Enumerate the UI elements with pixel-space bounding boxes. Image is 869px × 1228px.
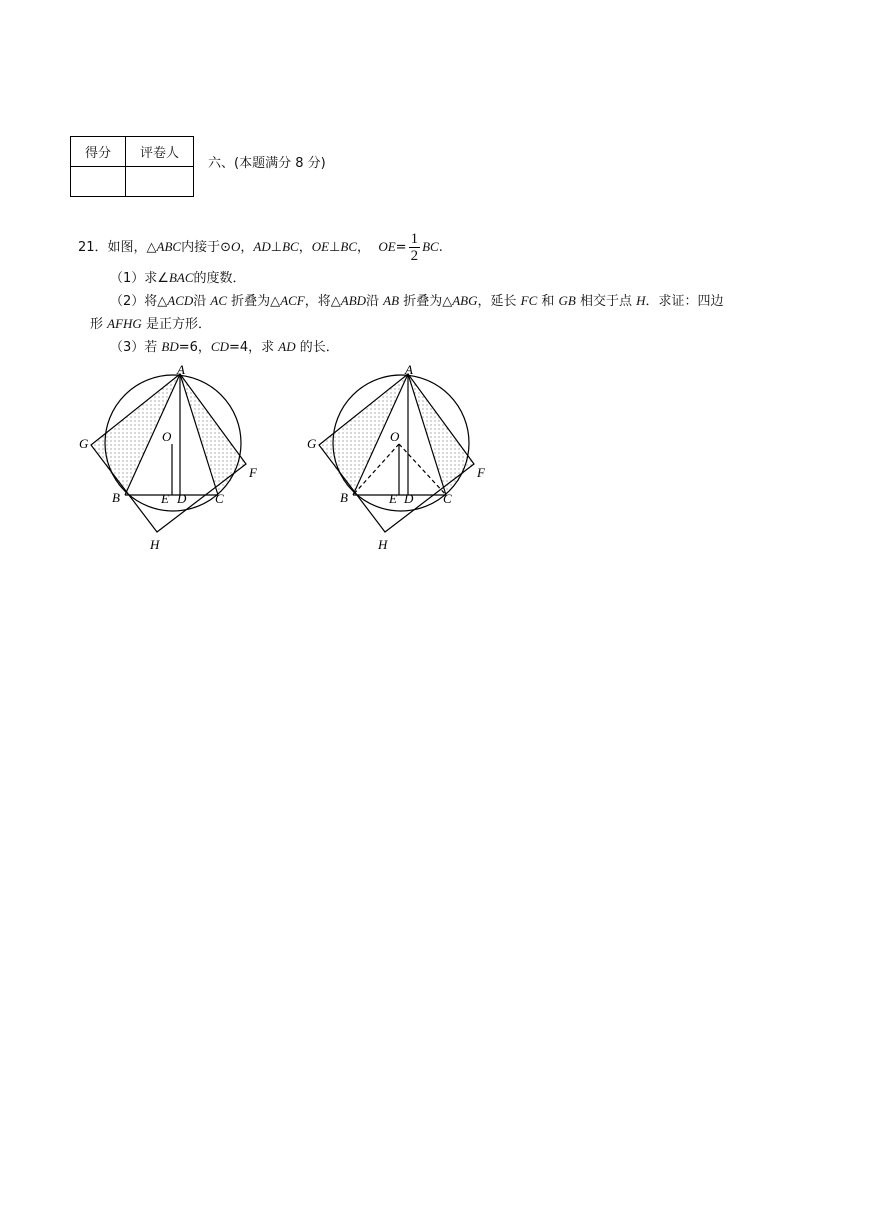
label-e: E xyxy=(161,491,169,506)
question-2: （2）将△ACD沿 AC 折叠为△ACF，将△ABD沿 AB 折叠为△ABG，延长 FC 和 GB 相交于点 H．求证：四边 xyxy=(110,293,724,309)
label-c: C xyxy=(215,491,224,506)
label-o: O xyxy=(390,429,400,444)
problem-statement: 21．如图，△ABC内接于⊙O，AD⊥BC，OE⊥BC， OE= $\frac{1}{2}$ BC. xyxy=(78,231,443,264)
label-f: F xyxy=(477,465,485,480)
grader-cell[interactable] xyxy=(126,167,194,197)
shaded-region-right xyxy=(408,374,474,495)
label-h: H xyxy=(378,537,388,552)
label-a: A xyxy=(405,362,413,377)
section-heading: 六、(本题满分 8 分) xyxy=(208,156,326,171)
score-table xyxy=(70,136,194,197)
grader-header: 评卷人 xyxy=(126,137,194,167)
label-o: O xyxy=(162,429,172,444)
label-d: D xyxy=(177,491,187,506)
question-2-cont: 形 AFHG 是正方形． xyxy=(90,316,211,332)
label-d: D xyxy=(404,491,414,506)
label-g: G xyxy=(307,436,317,451)
label-b: B xyxy=(112,490,120,505)
score-header: 得分 xyxy=(71,137,126,167)
fraction-one-half: $\frac{1}{2}$ xyxy=(410,231,419,264)
shaded-region-right xyxy=(180,374,246,495)
label-a: A xyxy=(177,362,185,377)
label-h: H xyxy=(150,537,160,552)
figure-1 xyxy=(70,360,270,560)
label-f: F xyxy=(249,465,257,480)
label-g: G xyxy=(79,436,89,451)
question-1: （1）求∠BAC的度数． xyxy=(110,270,246,286)
label-b: B xyxy=(340,490,348,505)
question-3: （3）若 BD=6，CD=4，求 AD 的长． xyxy=(110,339,339,355)
score-cell[interactable] xyxy=(71,167,126,197)
label-e: E xyxy=(389,491,397,506)
label-c: C xyxy=(443,491,452,506)
figure-2 xyxy=(298,360,498,560)
